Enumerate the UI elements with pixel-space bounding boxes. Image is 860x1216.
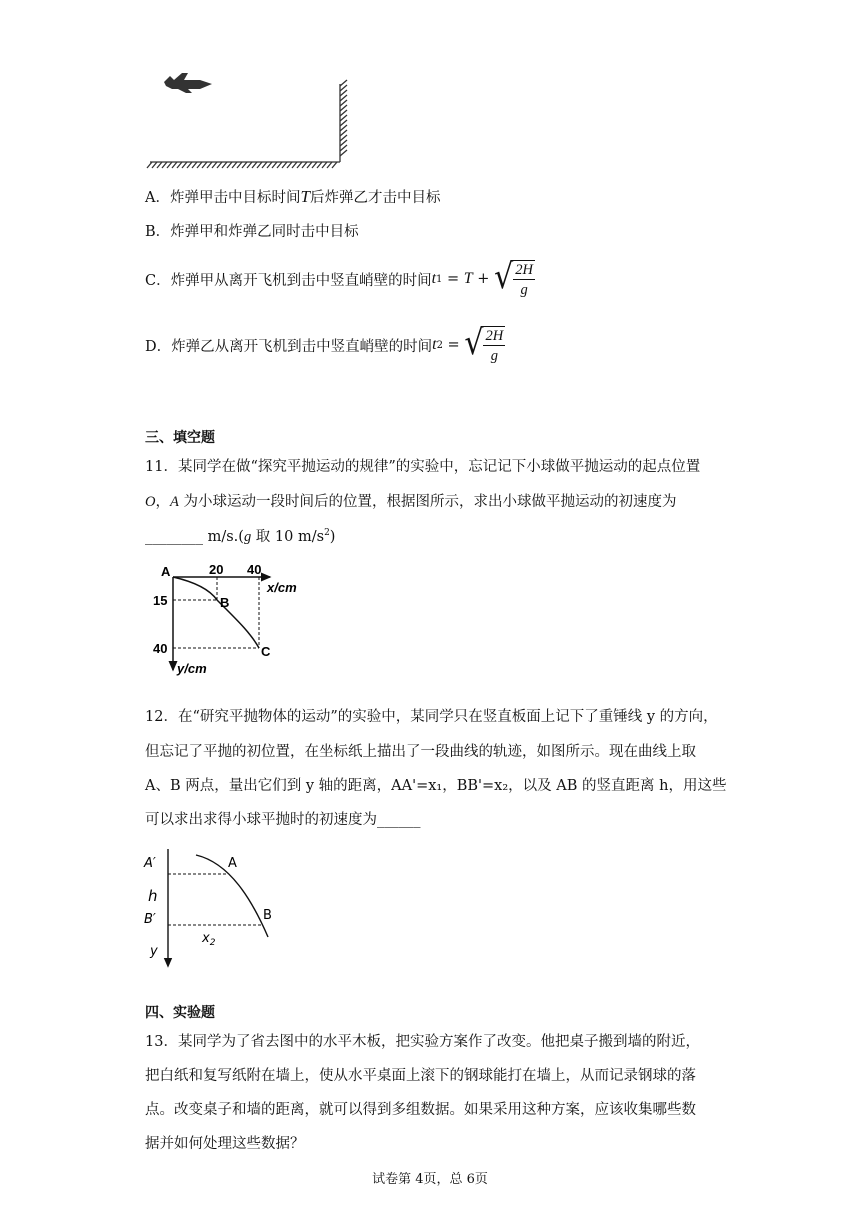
option-a: A．炸弹甲击中目标时间T后炸弹乙才击中目标 [145,187,441,206]
label-h: h [148,887,158,905]
q12-line4: 可以求出求得小球平抛时的初速度为______ [145,812,421,828]
y-axis-label: y/cm [177,661,207,676]
cliff-wall [147,80,347,168]
tick-x20: 20 [209,562,224,577]
q11-line1: 11．某同学在做“探究平抛运动的规律”的实验中，忘记记下小球做平抛运动的起点位置 [145,459,701,475]
q13-line3: 点。改变桌子和墙的距离，就可以得到多组数据。如果采用这种方案，应该收集哪些数 [145,1102,696,1118]
label-y: y [150,944,158,959]
label-c: C [261,644,271,659]
q12-line1: 12．在“研究平抛物体的运动”的实验中，某同学只在竖直板面上记下了重锤线 y 的方向， [145,709,718,725]
option-c: C．炸弹甲从离开飞机到击中竖直峭壁的时间 t 1 = T + √ $\frac{2H}{g}$ [145,257,533,298]
q11-line3: ________ m/s.(g 取 10 $m/s^2$) [145,528,336,545]
label-x2: $x_2$ [202,931,216,948]
trajectory-curve [173,577,259,648]
label-a-prime: A′ [144,856,156,871]
sqrt-expression: √ $\frac{2H}{g}$ [464,323,504,364]
label-b-prime: B′ [144,912,156,927]
section-title: 三、填空题 [145,430,215,446]
label-b: B [263,908,272,923]
q12-line2: 但忘记了平抛的初位置，在坐标纸上描出了一段曲线的轨迹，如图所示。现在曲线上取 [145,744,696,760]
q11-trajectory-figure [145,560,335,680]
tick-x40: 40 [247,562,262,577]
section-title: 四、实验题 [145,1005,215,1021]
option-d: D．炸弹乙从离开飞机到击中竖直峭壁的时间 t 2 = √ $\frac{2H}{g}$ [145,323,504,364]
label-a: A [228,856,237,871]
guide-lines [173,577,259,648]
q12-line3: A、B 两点，量出它们到 y 轴的距离，AA'=x₁，BB'=x₂，以及 AB 的竖直距离 h，用这些 [145,778,727,794]
airplane-cliff-figure [140,62,360,172]
q13-line1: 13．某同学为了省去图中的水平木板，把实验方案作了改变。他把桌子搬到墙的附近， [145,1034,700,1050]
x-axis-label: x/cm [267,580,297,595]
q13-line2: 把白纸和复写纸附在墙上，使从水平桌面上滚下的钢球能打在墙上，从而记录钢球的落 [145,1068,696,1084]
option-b: B．炸弹甲和炸弹乙同时击中目标 [145,224,359,240]
tick-y15: 15 [153,593,168,608]
tick-y40: 40 [153,641,168,656]
sqrt-expression: √ $\frac{2H}{g}$ [494,257,533,298]
label-a: A [161,564,171,579]
q13-line4: 据并如何处理这些数据？ [145,1136,305,1152]
label-b: B [220,595,230,610]
q12-trajectory-figure [140,845,290,970]
distance-lines [168,874,262,925]
airplane-icon [164,73,212,93]
q11-line2: O，A 为小球运动一段时间后的位置，根据图所示，求出小球做平抛运动的初速度为 [145,494,677,510]
page-footer: 试卷第 4页，总 6页 [372,1172,488,1187]
